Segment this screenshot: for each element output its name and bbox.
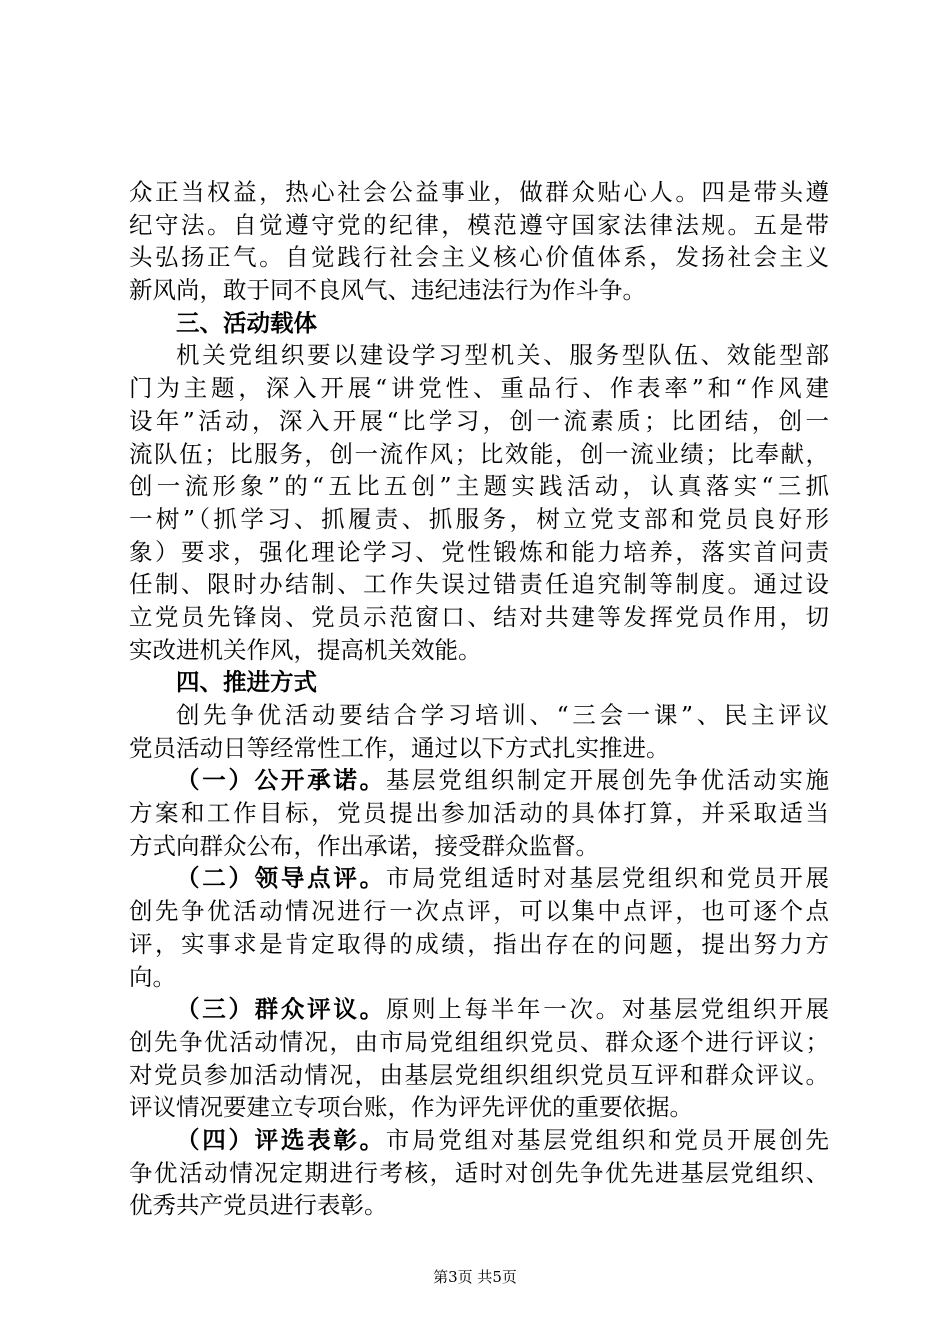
subsection-title: （四）评选表彰。 <box>176 1125 386 1154</box>
line-text: 设年”活动，深入开展“比学习，创一流素质；比团结，创一 <box>129 406 829 435</box>
line-text: 创先争优活动情况进行一次点评，可以集中点评，也可逐个点 <box>129 897 829 926</box>
line-text: 一树”（抓学习、抓履责、抓服务，树立党支部和党员良好形 <box>129 504 829 533</box>
paragraph-line <box>129 372 829 405</box>
line-text: 立党员先锋岗、党员示范窗口、结对共建等发挥党员作用，切 <box>129 602 829 631</box>
line-text: 门为主题，深入开展“讲党性、重品行、作表率”和“作风建 <box>129 374 829 403</box>
paragraph-line <box>129 961 829 994</box>
line-text: 党员活动日等经常性工作，通过以下方式扎实推进。 <box>129 733 670 762</box>
line-text: 评，实事求是肯定取得的成绩，指出存在的问题，提出努力方 <box>129 929 829 958</box>
line-text: 头弘扬正气。自觉践行社会主义核心价值体系，发扬社会主义 <box>129 243 829 272</box>
paragraph-line <box>129 209 829 242</box>
section-heading: 三、活动载体 <box>176 308 317 337</box>
page-footer: 第3页 共5页 <box>433 1268 517 1286</box>
line-text: 对党员参加活动情况，由基层党组织组织党员互评和群众评议。 <box>129 1060 829 1089</box>
paragraph-line <box>129 470 829 503</box>
paragraph-line <box>129 830 829 863</box>
line-text: 创先争优活动情况，由市局党组组织党员、群众逐个进行评议； <box>129 1027 829 1056</box>
paragraph-line <box>129 1157 829 1190</box>
paragraph-line <box>129 1124 829 1157</box>
subsection-title: （二）领导点评。 <box>176 864 386 893</box>
subsection-title: （一）公开承诺。 <box>176 766 386 795</box>
line-text: 象）要求，强化理论学习、党性锻炼和能力培养，落实首问责 <box>129 537 829 566</box>
paragraph-line <box>129 601 829 634</box>
paragraph-line <box>129 797 829 830</box>
line-text: 向。 <box>129 962 176 991</box>
paragraph-line <box>129 568 829 601</box>
line-text: 机关党组织要以建设学习型机关、服务型队伍、效能型部 <box>176 341 829 370</box>
line-text: 流队伍；比服务，创一流作风；比效能，创一流业绩；比奉献， <box>129 439 829 468</box>
line-text: 创先争优活动要结合学习培训、“三会一课”、民主评议 <box>176 701 829 729</box>
line-text: 新风尚，敢于同不良风气、违纪违法行为作斗争。 <box>129 276 646 305</box>
line-text: 市局党组适时对基层党组织和党员开展 <box>385 864 830 893</box>
line-text: 创一流形象”的“五比五创”主题实践活动，认真落实“三抓 <box>129 472 829 501</box>
paragraph-line <box>129 1026 829 1059</box>
line-text: 争优活动情况定期进行考核，适时对创先争优先进基层党组织、 <box>129 1158 829 1187</box>
line-text: 方式向群众公布，作出承诺，接受群众监督。 <box>129 831 599 860</box>
line-text: 评议情况要建立专项台账，作为评先评优的重要依据。 <box>129 1093 693 1122</box>
paragraph-line <box>129 1059 829 1092</box>
paragraph-line <box>129 895 829 928</box>
line-text: 方案和工作目标，党员提出参加活动的具体打算，并采取适当 <box>129 799 829 828</box>
line-text: 原则上每半年一次。对基层党组织开展 <box>385 995 830 1024</box>
section-heading: 四、推进方式 <box>176 668 317 697</box>
line-text: 优秀共产党员进行表彰。 <box>129 1191 388 1220</box>
line-text: 基层党组织制定开展创先争优活动实施 <box>385 766 830 795</box>
paragraph-line <box>129 536 829 569</box>
paragraph-line <box>129 1189 829 1222</box>
paragraph-line <box>129 339 829 372</box>
line-text: 众正当权益，热心社会公益事业，做群众贴心人。四是带头遵 <box>129 178 829 206</box>
line-text: 纪守法。自觉遵守党的纪律，模范遵守国家法律法规。五是带 <box>129 210 829 239</box>
paragraph-line <box>129 862 829 895</box>
line-text: 市局党组对基层党组织和党员开展创先 <box>385 1125 830 1154</box>
paragraph-line <box>129 732 829 765</box>
paragraph-line <box>129 634 829 667</box>
line-text: 任制、限时办结制、工作失误过错责任追究制等制度。通过设 <box>129 570 829 599</box>
paragraph-line <box>129 1091 829 1124</box>
paragraph-line <box>129 764 829 797</box>
paragraph-line <box>129 928 829 961</box>
paragraph-line <box>129 241 829 274</box>
line-text: 实改进机关作风，提高机关效能。 <box>129 635 482 664</box>
paragraph-line <box>129 699 829 732</box>
paragraph-line <box>129 503 829 536</box>
document-body <box>129 176 829 1222</box>
paragraph-line <box>129 176 829 209</box>
paragraph-line <box>129 405 829 438</box>
paragraph-line <box>129 274 829 307</box>
paragraph-line <box>129 438 829 471</box>
paragraph-line <box>129 993 829 1026</box>
subsection-title: （三）群众评议。 <box>176 995 386 1024</box>
